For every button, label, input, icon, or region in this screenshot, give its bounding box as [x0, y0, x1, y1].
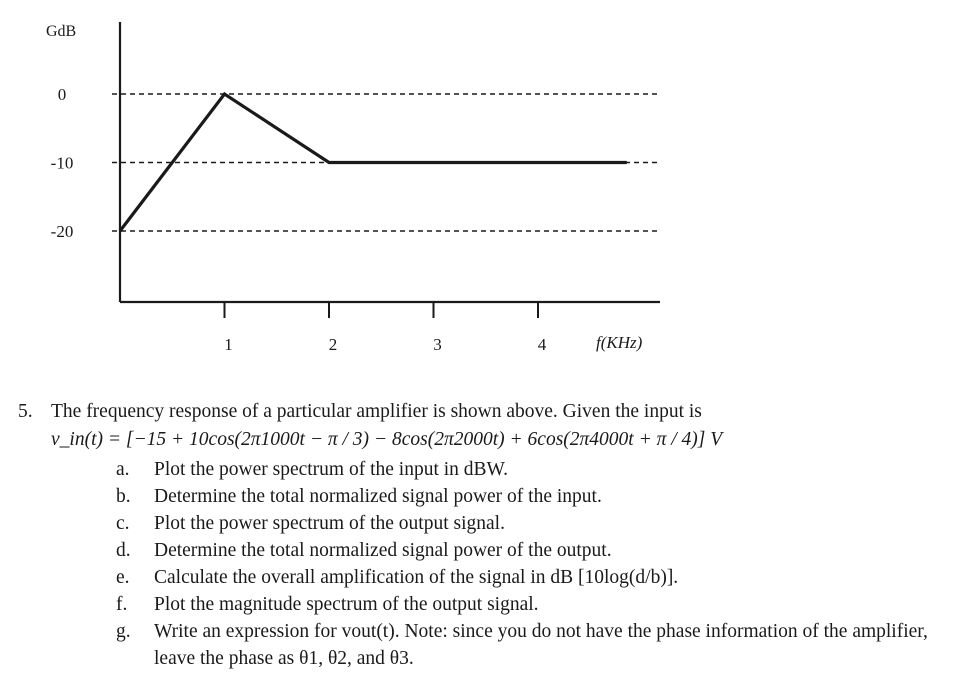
y-tick-label-2: -20: [50, 222, 74, 241]
part-d: d. Determine the total normalized signal power of the output.: [116, 540, 612, 561]
input-voltage-equation: v_in(t) = [−15 + 10cos(2π1000t − π / 3) − 8cos(2π2000t) + 6cos(2π4000t + π / 4)] V: [51, 429, 723, 450]
problem-number: 5.: [18, 401, 33, 422]
part-c: c. Plot the power spectrum of the output signal.: [116, 513, 505, 534]
y-tick-label-0: 0: [57, 85, 67, 104]
problem-parts: [116, 456, 946, 672]
part-b: b. Determine the total normalized signal power of the input.: [116, 486, 602, 507]
problem-intro: The frequency response of a particular amplifier is shown above. Given the input is: [51, 401, 702, 422]
x-tick-label-1: 2: [328, 335, 338, 354]
part-f: f. Plot the magnitude spectrum of the output signal.: [116, 594, 539, 615]
y-tick-label-1: -10: [50, 153, 74, 173]
part-g: g. Write an expression for vout(t). Note: since you do not have the phase information of the amplifier, leave the phase as θ1, θ2, and θ3.: [116, 621, 928, 669]
x-ticks: [224, 302, 547, 354]
part-e: e. Calculate the overall amplification of the signal in dB [10log(d/b)].: [116, 567, 679, 588]
x-axis-label: f(KHz): [596, 333, 643, 352]
x-tick-label-0: 1: [224, 335, 233, 354]
x-tick-label-3: 4: [537, 335, 547, 354]
part-a: a. Plot the power spectrum of the input in dBW.: [116, 459, 509, 480]
y-axis-label: GdB: [46, 23, 77, 40]
y-ticks: [51, 85, 74, 241]
x-tick-label-2: 3: [433, 335, 442, 354]
